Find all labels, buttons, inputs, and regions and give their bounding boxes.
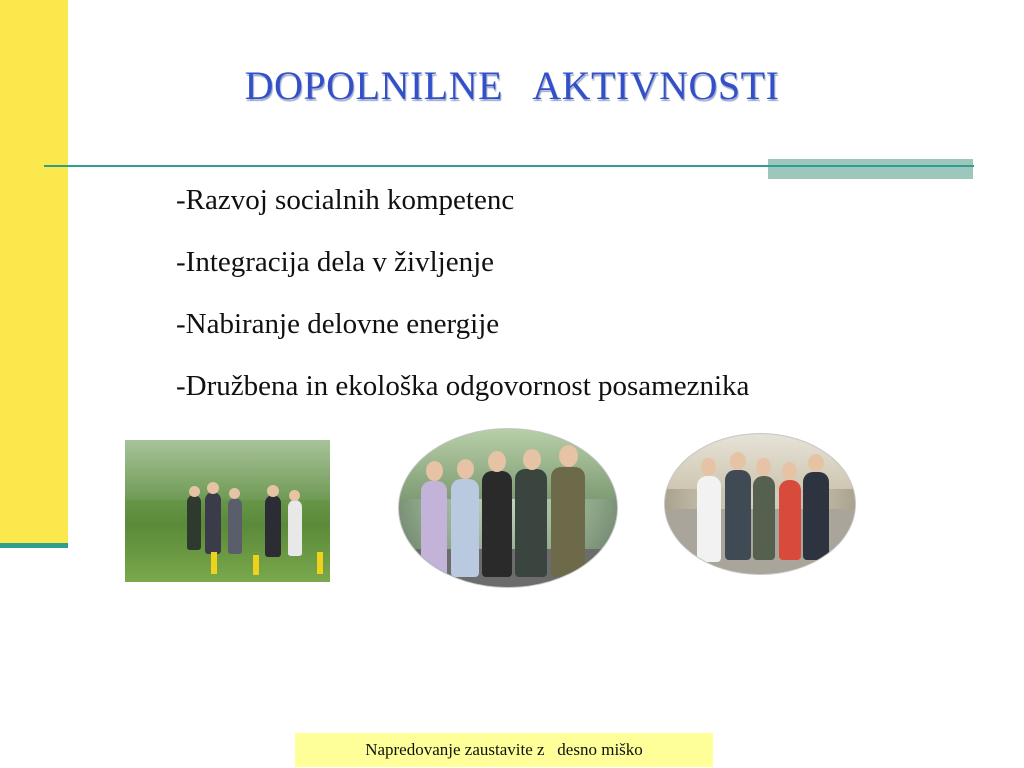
slide-title: DOPOLNILNE AKTIVNOSTI (244, 63, 780, 108)
bullet-item: -Integracija dela v življenje (176, 246, 495, 278)
left-accent-bar-edge (0, 543, 68, 548)
footer-hint-text: Napredovanje zaustavite z desno miško (365, 740, 643, 759)
photo-group-road-oval (664, 433, 856, 575)
bullet-item: -Nabiranje delovne energije (176, 308, 500, 340)
bullet-list (176, 178, 749, 426)
title-divider-accent-line (768, 165, 973, 167)
bullet-item: -Razvoj socialnih kompetenc (176, 184, 515, 216)
bullet-item: -Družbena in ekološka odgovornost posameznika (176, 370, 750, 402)
title-divider-accent (768, 159, 973, 179)
photo-group-meadow (125, 440, 330, 582)
photo-group-oval (398, 428, 618, 588)
